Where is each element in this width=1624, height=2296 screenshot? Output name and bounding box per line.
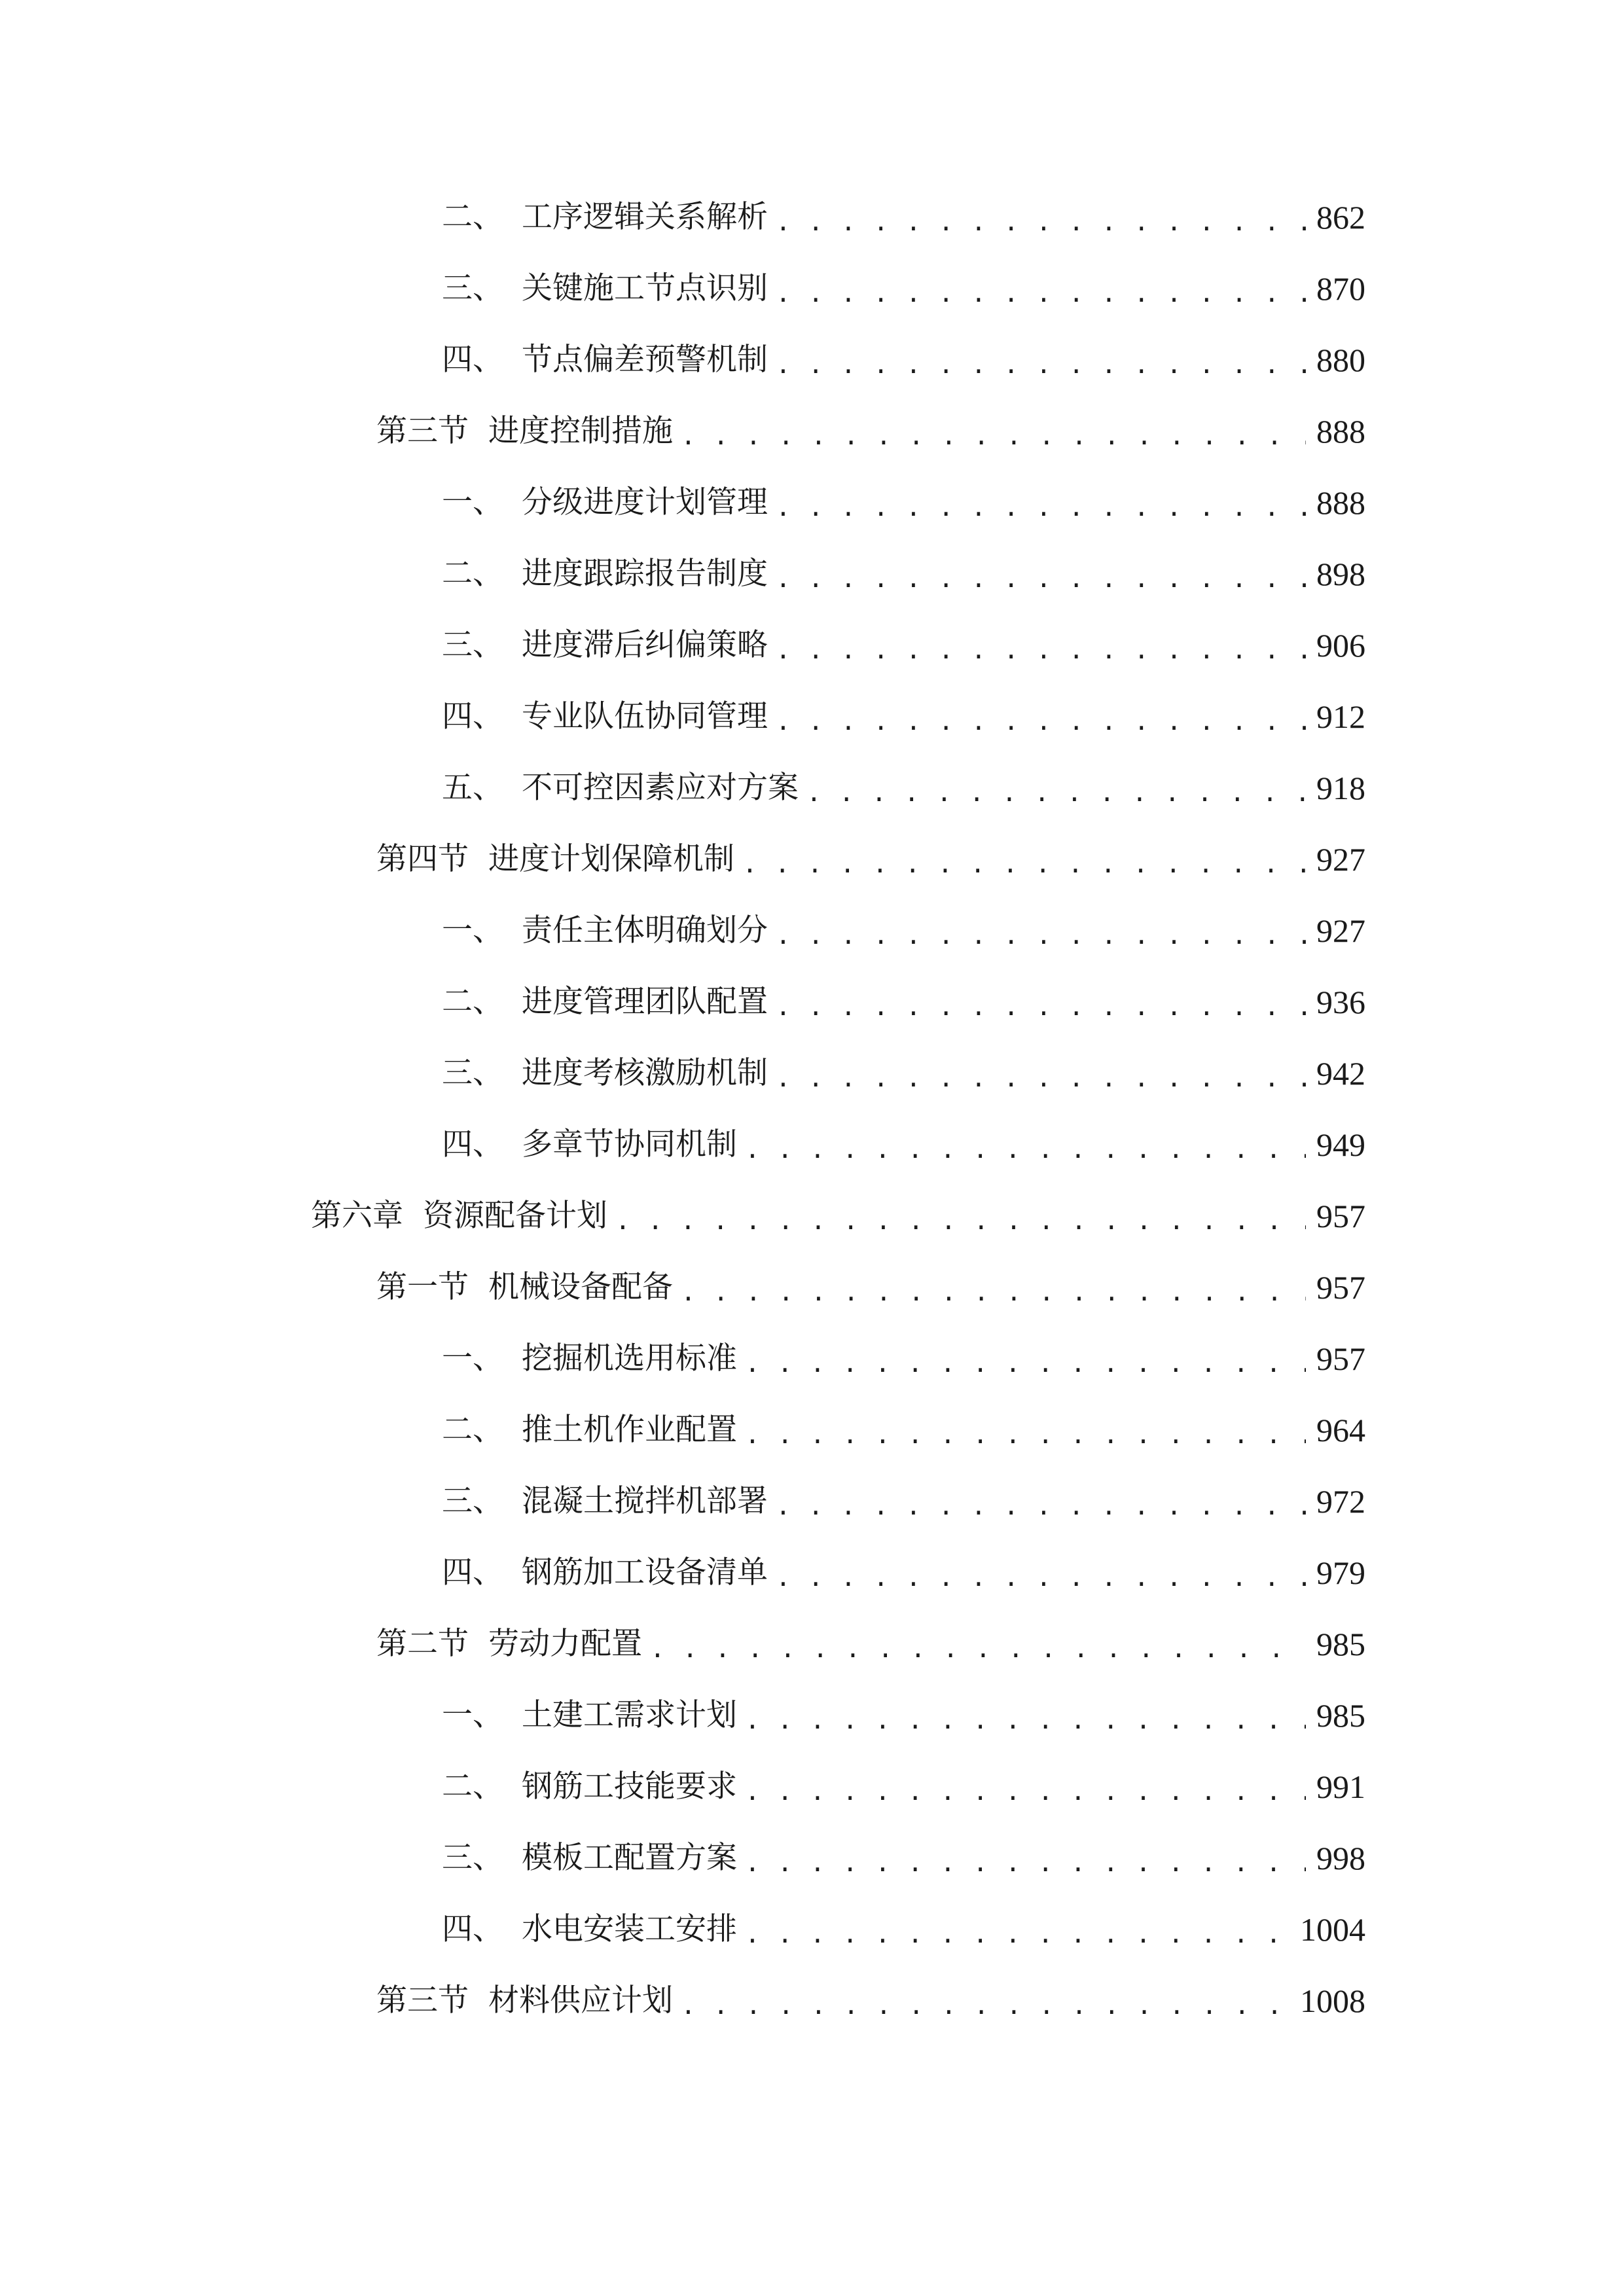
entry-title: 关键施工节点识别 xyxy=(522,270,768,306)
entry-page-number: 979 xyxy=(1316,1554,1365,1591)
entry-title: 混凝土搅拌机部署 xyxy=(522,1483,768,1519)
dot-leader xyxy=(776,908,1306,954)
toc-entry[interactable] xyxy=(376,836,1365,882)
entry-title: 节点偏差预警机制 xyxy=(522,342,768,378)
entry-number: 一、 xyxy=(442,1697,503,1733)
toc-entry[interactable] xyxy=(442,1479,1365,1524)
entry-number: 三、 xyxy=(442,1055,503,1091)
entry-title: 工序逻辑关系解析 xyxy=(522,199,768,235)
entry-page-number: 957 xyxy=(1316,1269,1365,1306)
entry-number: 四、 xyxy=(442,698,503,734)
dot-leader xyxy=(745,1122,1306,1168)
entry-page-number: 918 xyxy=(1316,770,1365,806)
entry-number: 二、 xyxy=(442,199,503,235)
toc-entry[interactable] xyxy=(442,1835,1365,1881)
entry-number: 三、 xyxy=(442,270,503,306)
entry-title: 推土机作业配置 xyxy=(522,1412,737,1448)
dot-leader xyxy=(681,1265,1306,1310)
entry-number: 二、 xyxy=(442,556,503,592)
entry-title: 进度计划保障机制 xyxy=(488,841,734,877)
entry-page-number: 888 xyxy=(1316,484,1365,521)
dot-leader xyxy=(776,1550,1306,1596)
entry-number: 一、 xyxy=(442,484,503,520)
toc-entry[interactable] xyxy=(442,1407,1365,1453)
dot-leader xyxy=(776,480,1306,526)
entry-page-number: 957 xyxy=(1316,1198,1365,1234)
toc-entry[interactable] xyxy=(442,480,1365,526)
entry-page-number: 998 xyxy=(1316,1840,1365,1876)
entry-title: 挖掘机选用标准 xyxy=(522,1340,737,1376)
dot-leader xyxy=(745,1336,1306,1382)
entry-number: 第二节 xyxy=(376,1626,469,1662)
entry-title: 进度控制措施 xyxy=(488,413,673,449)
entry-title: 土建工需求计划 xyxy=(522,1697,737,1733)
dot-leader xyxy=(650,1621,1306,1667)
dot-leader xyxy=(745,1907,1290,1952)
entry-page-number: 1008 xyxy=(1300,1982,1365,2019)
toc-entry[interactable] xyxy=(376,1621,1365,1667)
dot-leader xyxy=(745,1764,1306,1810)
entry-title: 进度考核激励机制 xyxy=(522,1055,768,1091)
entry-number: 四、 xyxy=(442,1126,503,1162)
entry-title: 进度跟踪报告制度 xyxy=(522,556,768,592)
toc-entry[interactable] xyxy=(442,765,1365,811)
entry-page-number: 888 xyxy=(1316,413,1365,450)
entry-number: 第六章 xyxy=(311,1198,403,1234)
entry-number: 二、 xyxy=(442,1412,503,1448)
toc-entry[interactable] xyxy=(376,408,1365,454)
entry-page-number: 972 xyxy=(1316,1483,1365,1520)
entry-number: 三、 xyxy=(442,627,503,663)
entry-title: 钢筋工技能要求 xyxy=(522,1768,737,1804)
toc-entry[interactable] xyxy=(376,1265,1365,1310)
toc-entry[interactable] xyxy=(442,622,1365,668)
entry-number: 四、 xyxy=(442,342,503,378)
toc-entry[interactable] xyxy=(442,1550,1365,1596)
entry-number: 一、 xyxy=(442,912,503,948)
entry-title: 多章节协同机制 xyxy=(522,1126,737,1162)
toc-entry[interactable] xyxy=(442,266,1365,312)
entry-title: 责任主体明确划分 xyxy=(522,912,768,948)
entry-title: 资源配备计划 xyxy=(423,1198,607,1234)
entry-page-number: 880 xyxy=(1316,342,1365,378)
dot-leader xyxy=(776,194,1306,240)
entry-number: 第三节 xyxy=(376,1982,469,2018)
entry-title: 专业队伍协同管理 xyxy=(522,698,768,734)
toc-entry[interactable] xyxy=(442,337,1365,383)
dot-leader xyxy=(681,408,1306,454)
entry-number: 四、 xyxy=(442,1554,503,1590)
toc-entry[interactable] xyxy=(376,1978,1365,2024)
dot-leader xyxy=(776,266,1306,312)
entry-page-number: 949 xyxy=(1316,1126,1365,1163)
entry-number: 第三节 xyxy=(376,413,469,449)
entry-number: 四、 xyxy=(442,1911,503,1947)
entry-number: 第一节 xyxy=(376,1269,469,1305)
dot-leader xyxy=(742,836,1306,882)
entry-page-number: 1004 xyxy=(1300,1911,1365,1948)
entry-page-number: 985 xyxy=(1316,1626,1365,1662)
entry-title: 机械设备配备 xyxy=(488,1269,673,1305)
entry-number: 三、 xyxy=(442,1840,503,1876)
entry-page-number: 985 xyxy=(1316,1697,1365,1734)
entry-page-number: 912 xyxy=(1316,698,1365,735)
toc-entry[interactable] xyxy=(442,194,1365,240)
dot-leader xyxy=(776,551,1306,597)
entry-number: 二、 xyxy=(442,1768,503,1804)
dot-leader xyxy=(681,1978,1290,2024)
entry-number: 三、 xyxy=(442,1483,503,1519)
entry-page-number: 936 xyxy=(1316,984,1365,1020)
entry-title: 不可控因素应对方案 xyxy=(522,770,799,806)
dot-leader xyxy=(776,1050,1306,1096)
entry-title: 水电安装工安排 xyxy=(522,1911,737,1947)
entry-title: 劳动力配置 xyxy=(488,1626,642,1662)
entry-page-number: 964 xyxy=(1316,1412,1365,1448)
dot-leader xyxy=(776,979,1306,1025)
dot-leader xyxy=(806,765,1306,811)
entry-page-number: 898 xyxy=(1316,556,1365,592)
entry-title: 进度管理团队配置 xyxy=(522,984,768,1020)
entry-page-number: 991 xyxy=(1316,1768,1365,1805)
dot-leader xyxy=(745,1693,1306,1738)
dot-leader xyxy=(745,1835,1306,1881)
entry-number: 五、 xyxy=(442,770,503,806)
entry-title: 钢筋加工设备清单 xyxy=(522,1554,768,1590)
toc-entry[interactable] xyxy=(442,1122,1365,1168)
toc-entry[interactable] xyxy=(442,1907,1365,1952)
dot-leader xyxy=(776,622,1306,668)
toc-entry[interactable] xyxy=(442,1764,1365,1810)
entry-page-number: 862 xyxy=(1316,199,1365,236)
entry-page-number: 906 xyxy=(1316,627,1365,664)
dot-leader xyxy=(776,1479,1306,1524)
entry-number: 二、 xyxy=(442,984,503,1020)
toc-entry[interactable] xyxy=(311,1193,1365,1239)
entry-page-number: 927 xyxy=(1316,912,1365,949)
entry-page-number: 942 xyxy=(1316,1055,1365,1092)
entry-number: 一、 xyxy=(442,1340,503,1376)
toc-entry[interactable] xyxy=(442,694,1365,740)
entry-page-number: 957 xyxy=(1316,1340,1365,1377)
entry-page-number: 870 xyxy=(1316,270,1365,307)
dot-leader xyxy=(615,1193,1306,1239)
entry-number: 第四节 xyxy=(376,841,469,877)
dot-leader xyxy=(776,337,1306,383)
toc-entry[interactable] xyxy=(442,979,1365,1025)
entry-title: 材料供应计划 xyxy=(488,1982,673,2018)
toc-entry[interactable] xyxy=(442,551,1365,597)
toc-entry[interactable] xyxy=(442,1050,1365,1096)
dot-leader xyxy=(776,694,1306,740)
entry-title: 进度滞后纠偏策略 xyxy=(522,627,768,663)
toc-entry[interactable] xyxy=(442,1693,1365,1738)
entry-title: 分级进度计划管理 xyxy=(522,484,768,520)
entry-page-number: 927 xyxy=(1316,841,1365,878)
toc-entry[interactable] xyxy=(442,1336,1365,1382)
entry-title: 模板工配置方案 xyxy=(522,1840,737,1876)
dot-leader xyxy=(745,1407,1306,1453)
toc-entry[interactable] xyxy=(442,908,1365,954)
